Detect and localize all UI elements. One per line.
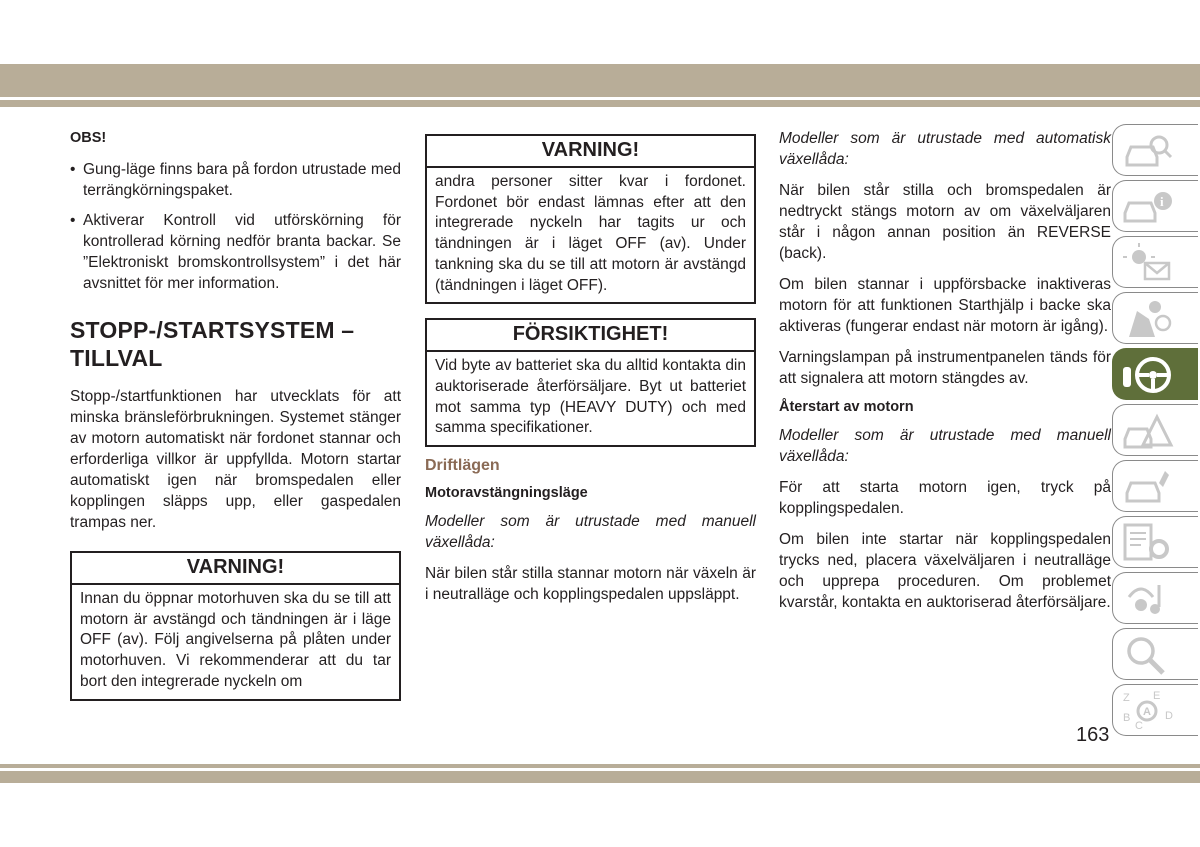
tab-car-search[interactable] <box>1112 124 1198 176</box>
car-search-icon <box>1119 129 1175 173</box>
manual-model-label: Modeller som är utrustade med manuell växellåda: <box>425 513 756 552</box>
caution-text: Vid byte av batteriet ska du alltid kontakta din auktoriserade återförsäljare. Byt ut batteriet mot samma typ (HEAVY DUTY) och med samma specifikationer. <box>435 357 746 437</box>
section-heading: STOPP-/STARTSYSTEM – TILLVAL <box>70 317 355 371</box>
svg-text:A: A <box>1143 706 1151 718</box>
tab-car-info[interactable] <box>1112 180 1198 232</box>
warning-title: VARNING! <box>72 553 399 585</box>
restart-heading: Återstart av motorn <box>779 399 914 415</box>
manual-model-label: Modeller som är utrustade med manuell växellåda: <box>779 427 1111 465</box>
footer-band <box>0 771 1200 783</box>
header-rule <box>0 100 1200 107</box>
svg-text:i: i <box>1160 194 1164 209</box>
alphabet-index-icon <box>1119 689 1175 733</box>
auto-model-text: När bilen står stilla och bromspedalen är nedtryckt stängs motorn av om växelväljaren står i någon annan position än REVERSE (back). <box>779 182 1111 262</box>
tab-index-alphabet[interactable] <box>1112 684 1198 736</box>
warning-box <box>70 551 401 701</box>
warning-title: VARNING! <box>427 136 754 168</box>
svg-text:E: E <box>1153 690 1161 702</box>
tab-technical-data[interactable] <box>1112 516 1198 568</box>
document-gear-icon <box>1119 521 1175 565</box>
hill-text: Om bilen stannar i uppförsbacke inaktiveras motorn för att funktionen Starthjälp i backe ska aktiveras (fungerar endast när motorn är igång). <box>779 276 1111 335</box>
column-3 <box>779 128 1111 613</box>
tab-safety[interactable] <box>1112 292 1198 344</box>
warning-text: andra personer sitter kvar i fordonet. Fordonet bör endast lämnas efter att den integrerade nyckeln har tagits ur och tändningen är i läget OFF (av). Under tankning ska du se till att motorn är avstängd (tändningen i läget OFF). <box>435 173 746 294</box>
tab-service[interactable] <box>1112 460 1198 512</box>
bullet-text: Gung-läge finns bara på fordon utrustade med terrängkörningspaket. <box>83 161 401 199</box>
caution-title: FÖRSIKTIGHET! <box>427 320 754 352</box>
bullet-item: • Gung-läge finns bara på fordon utrustade med terrängkörningspaket. <box>70 161 401 199</box>
column-2 <box>425 134 756 605</box>
header-band <box>0 64 1200 97</box>
svg-text:Z: Z <box>1123 692 1130 704</box>
bullet-item: • Aktiverar Kontroll vid utförskörning för kontrollerad körning nedför branta backar. Se ”Elektroniskt bromskontrollsystem” i det här avsnittet för mer information. <box>70 212 401 292</box>
lamp-text: Varningslampan på instrumentpanelen tänds för att signalera att motorn stängdes av. <box>779 349 1111 387</box>
manual-model-text: När bilen står stilla stannar motorn när växeln är i neutralläge och kopplingspedalen uppsläppt. <box>425 565 756 604</box>
column-1 <box>70 128 401 701</box>
airbag-seat-icon <box>1119 297 1175 341</box>
page-number: 163 <box>1076 724 1110 746</box>
warning-light-message-icon <box>1119 241 1175 285</box>
intro-paragraph: Stopp-/startfunktionen har utvecklats för att minska bränsleförbrukningen. Systemet stänger av motorn automatiskt när fordonet stannar och erforderliga villkor är uppfyllda. Motorn startar automatiskt igen när bromspedalen eller kopplingen släpps upp, eller gaspedalen trampas ner. <box>70 388 401 531</box>
tab-index-search[interactable] <box>1112 628 1198 680</box>
svg-text:B: B <box>1123 712 1131 724</box>
tab-starting-driving[interactable] <box>1112 348 1198 400</box>
auto-model-label: Modeller som är utrustade med automatisk växellåda: <box>779 130 1111 168</box>
multimedia-icon <box>1119 577 1175 621</box>
car-hazard-icon <box>1119 409 1175 453</box>
key-steering-wheel-icon <box>1119 353 1175 397</box>
caution-box <box>425 318 756 447</box>
tab-emergency[interactable] <box>1112 404 1198 456</box>
svg-text:D: D <box>1165 710 1173 722</box>
footer-rule <box>0 764 1200 768</box>
note-label: OBS! <box>70 130 107 146</box>
bullet-text: Aktiverar Kontroll vid utförskörning för kontrollerad körning nedför branta backar. Se ”Elektroniskt bromskontrollsystem” i det här avsnittet för mer information. <box>83 212 401 292</box>
tab-warning-lights[interactable] <box>1112 236 1198 288</box>
tab-multimedia[interactable] <box>1112 572 1198 624</box>
subsubsection-heading: Motoravstängningsläge <box>425 485 588 502</box>
subsection-heading: Driftlägen <box>425 457 500 475</box>
search-icon <box>1119 633 1175 677</box>
svg-text:C: C <box>1135 720 1143 732</box>
warning-box-continued <box>425 134 756 304</box>
fail-text: Om bilen inte startar när kopplingspedalen trycks ned, placera växelväljaren i neutralläge och upprepa proceduren. Om problemet kvarstår, kontakta en auktoriserad återförsäljare. <box>779 531 1111 611</box>
warning-text: Innan du öppnar motorhuven ska du se till att motorn är avstängd och tändningen är i läge OFF (av). Följ angivelserna på plåten under motorhuven. Vi rekommenderar att du tar bort den integrerade nyckeln om <box>80 590 391 690</box>
restart-text: För att starta motorn igen, tryck på kopplingspedalen. <box>779 479 1111 517</box>
car-info-icon <box>1119 185 1175 229</box>
car-service-icon <box>1119 465 1175 509</box>
